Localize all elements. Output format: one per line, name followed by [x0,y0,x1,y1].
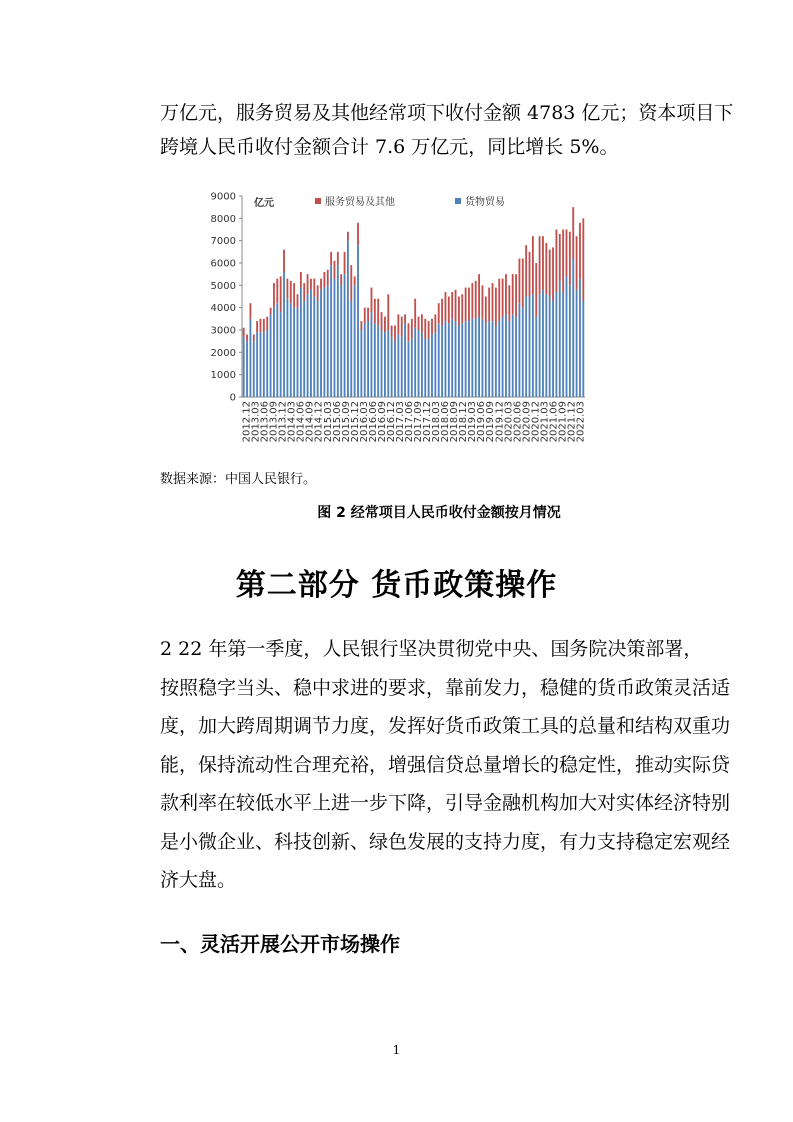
bar-services-trade [286,279,288,299]
x-tick-label: 2018.09 [449,401,461,443]
bar-goods-trade [303,301,305,397]
bar-services-trade [455,290,457,321]
legend-swatch [455,198,461,204]
paragraph-line: 济大盘。 [160,869,237,891]
bar-services-trade [260,319,262,332]
bar-services-trade [357,223,359,245]
y-tick-label: 9000 [210,191,236,203]
bar-services-trade [424,319,426,339]
bar-services-trade [515,274,517,316]
bar-goods-trade [566,276,568,397]
legend-label: 货物贸易 [465,197,505,208]
x-tick-label: 2018.06 [440,401,452,443]
bar-goods-trade [559,281,561,397]
bar-goods-trade [508,321,510,397]
bar-goods-trade [297,308,299,397]
bar-goods-trade [428,339,430,397]
x-tick-label: 2015.06 [331,401,343,443]
bar-goods-trade [532,294,534,397]
bar-services-trade [323,272,325,288]
bar-services-trade [512,274,514,314]
bar-services-trade [347,232,349,241]
paragraph-line: 按照稳字当头、稳中求进的要求，靠前发力，稳健的货币政策灵活适 [160,676,731,699]
bar-services-trade [545,243,547,294]
bar-goods-trade [562,292,564,397]
bar-goods-trade [334,279,336,397]
bar-services-trade [461,294,463,323]
bar-services-trade [317,285,319,301]
part-title: 第二部分 货币政策操作 [235,568,558,603]
bar-goods-trade [300,288,302,397]
paragraph-line: 款利率在较低水平上进一步下降，引导金融机构加大对实体经济特别 [160,792,731,814]
x-tick-label: 2018.12 [458,401,470,443]
bar-services-trade [488,288,490,322]
bar-goods-trade [539,294,541,397]
paragraph-line: 度，加大跨周期调节力度，发挥好货币政策工具的总量和结构双重功 [160,715,731,737]
bar-goods-trade [569,285,571,397]
y-tick-label: 6000 [210,258,236,270]
x-tick-label: 2022.03 [575,401,587,443]
bar-services-trade [529,252,531,297]
bar-services-trade [276,279,278,304]
bar-services-trade [562,230,564,293]
bar-services-trade [283,250,285,272]
bar-goods-trade [441,326,443,397]
bar-goods-trade [249,319,251,397]
bar-goods-trade [293,308,295,397]
x-tick-label: 2014.12 [313,401,325,443]
x-tick-label: 2013.12 [277,401,289,443]
bar-goods-trade [552,301,554,397]
figure-caption: 图 2 经常项目人民币收付金额按月情况 [317,505,561,521]
x-tick-label: 2013.06 [259,401,271,443]
x-tick-label: 2013.03 [250,401,262,443]
bar-services-trade [337,252,339,265]
bar-services-trade [307,274,309,294]
y-tick-label: 1000 [210,370,236,382]
x-tick-label: 2014.06 [295,401,307,443]
bar-services-trade [566,230,568,277]
bar-services-trade [354,276,356,285]
bar-services-trade [397,314,399,334]
bar-goods-trade [381,330,383,397]
x-tick-label: 2021.06 [548,401,560,443]
bar-goods-trade [276,303,278,397]
bar-services-trade [559,234,561,281]
bar-goods-trade [317,301,319,397]
x-tick-label: 2019.03 [467,401,479,443]
bar-goods-trade [377,326,379,397]
x-tick-label: 2020.12 [530,401,542,443]
bar-services-trade [438,303,440,323]
bar-services-trade [290,281,292,303]
paragraph-line: 跨境人民币收付金额合计 7.6 万亿元，同比增长 5%。 [160,136,619,158]
bar-goods-trade [246,341,248,397]
bar-services-trade [263,319,265,332]
y-tick-label: 8000 [210,213,236,225]
bar-goods-trade [286,299,288,397]
bar-goods-trade [330,265,332,397]
bar-goods-trade [512,314,514,397]
bar-goods-trade [263,332,265,397]
bar-services-trade [350,265,352,301]
current-account-rmb-chart [190,184,600,460]
x-tick-label: 2017.09 [413,401,424,443]
y-tick-label: 5000 [210,280,236,292]
bar-services-trade [555,230,557,293]
bar-goods-trade [253,341,255,397]
bar-goods-trade [367,321,369,397]
x-tick-label: 2016.12 [385,401,397,443]
bar-services-trade [458,297,460,326]
bar-services-trade [428,321,430,339]
bar-services-trade [273,283,275,308]
bar-goods-trade [357,245,359,397]
bar-services-trade [535,263,537,317]
bar-goods-trade [374,323,376,397]
bar-goods-trade [492,321,494,397]
bar-goods-trade [458,326,460,397]
x-tick-label: 2016.06 [367,401,379,443]
bar-services-trade [552,247,554,301]
bar-goods-trade [414,328,416,397]
bar-services-trade [266,317,268,330]
bar-goods-trade [387,330,389,397]
bar-goods-trade [404,323,406,397]
y-tick-label: 3000 [210,325,236,337]
bar-goods-trade [364,323,366,397]
bar-services-trade [293,283,295,308]
bar-services-trade [539,236,541,294]
bar-goods-trade [260,332,262,397]
bar-goods-trade [451,319,453,397]
x-tick-label: 2019.12 [494,401,506,443]
bar-services-trade [300,272,302,288]
bar-services-trade [505,274,507,314]
bar-goods-trade [411,339,413,397]
x-tick-label: 2015.03 [322,401,334,443]
bar-goods-trade [535,317,537,397]
bar-goods-trade [505,314,507,397]
bar-goods-trade [391,337,393,397]
page-number: 1 [392,1043,401,1057]
bar-services-trade [371,288,373,313]
bar-services-trade [401,317,403,337]
bar-goods-trade [525,297,527,398]
bar-services-trade [344,252,346,274]
chart-svg [190,184,600,460]
bar-goods-trade [478,317,480,397]
bar-services-trade [421,314,423,332]
x-tick-label: 2021.03 [539,401,551,443]
y-tick-label: 4000 [210,303,236,315]
section-heading: 一、灵活开展公开市场操作 [160,932,400,956]
bar-goods-trade [576,290,578,397]
bar-services-trade [448,297,450,324]
bar-goods-trade [290,303,292,397]
bar-services-trade [569,232,571,286]
x-tick-label: 2015.09 [340,401,352,443]
bar-services-trade [434,314,436,332]
bar-goods-trade [310,290,312,397]
bar-services-trade [330,252,332,265]
bar-goods-trade [350,301,352,397]
x-tick-label: 2018.03 [431,401,443,443]
x-tick-label: 2017.12 [422,401,433,443]
bar-goods-trade [347,241,349,397]
bar-goods-trade [273,308,275,397]
bar-goods-trade [431,334,433,397]
bar-goods-trade [418,330,420,397]
bar-services-trade [492,283,494,321]
bar-services-trade [475,281,477,319]
bar-services-trade [313,279,315,297]
bar-goods-trade [424,339,426,397]
bar-services-trade [478,274,480,316]
bar-goods-trade [579,279,581,397]
bar-goods-trade [256,332,258,397]
legend-label: 服务贸易及其他 [325,197,395,208]
y-tick-label: 2000 [210,347,236,359]
legend-swatch [315,198,321,204]
bar-goods-trade [438,323,440,397]
bar-services-trade [367,308,369,321]
bar-goods-trade [455,321,457,397]
bar-services-trade [468,288,470,322]
bar-services-trade [525,245,527,296]
bar-goods-trade [465,321,467,397]
bar-services-trade [465,288,467,322]
bar-services-trade [334,261,336,279]
data-source-note: 数据来源：中国人民银行。 [160,472,317,487]
bar-services-trade [364,308,366,324]
bar-goods-trade [468,321,470,397]
bar-goods-trade [542,290,544,397]
bar-services-trade [418,317,420,330]
bar-goods-trade [384,332,386,397]
bar-goods-trade [371,312,373,397]
bar-services-trade [572,207,574,258]
paragraph-line: 能，保持流动性合理充裕，增强信贷总量增长的稳定性，推动实际贷 [160,753,731,776]
bar-goods-trade [408,341,410,397]
bar-goods-trade [421,332,423,397]
bar-goods-trade [572,259,574,397]
bar-services-trade [360,321,362,330]
bar-goods-trade [475,319,477,397]
y-tick-label: 0 [229,392,236,404]
x-tick-label: 2020.06 [512,401,524,443]
bar-services-trade [249,303,251,319]
bar-services-trade [414,299,416,328]
bar-goods-trade [549,297,551,398]
x-tick-label: 2014.03 [286,401,298,443]
bar-goods-trade [555,292,557,397]
bar-goods-trade [515,317,517,397]
bar-goods-trade [270,314,272,397]
bar-goods-trade [529,297,531,398]
bar-services-trade [387,294,389,330]
bar-services-trade [482,285,484,319]
bar-services-trade [549,250,551,297]
bar-goods-trade [461,323,463,397]
bar-goods-trade [320,290,322,397]
bar-services-trade [508,285,510,321]
bar-goods-trade [498,321,500,397]
bar-services-trade [431,319,433,335]
bar-services-trade [384,317,386,333]
x-tick-label: 2013.09 [268,401,280,443]
bar-services-trade [542,236,544,290]
bar-services-trade [451,292,453,319]
x-tick-label: 2015.12 [349,401,361,443]
bar-goods-trade [337,265,339,397]
bar-services-trade [280,276,282,312]
bar-services-trade [394,326,396,342]
bar-services-trade [374,299,376,324]
bar-services-trade [576,236,578,290]
bar-services-trade [320,279,322,290]
bar-services-trade [391,326,393,337]
bar-services-trade [253,334,255,341]
bar-services-trade [532,236,534,294]
bar-services-trade [408,323,410,341]
paragraph-line: 2 22 年第一季度，人民银行坚决贯彻党中央、国务院决策部署， [160,638,703,660]
bar-services-trade [297,294,299,307]
intro-paragraph [160,96,734,164]
bar-services-trade [441,299,443,326]
bar-goods-trade [582,301,584,397]
bar-services-trade [485,297,487,324]
bar-services-trade [519,259,521,304]
x-tick-label: 2021.09 [557,401,569,443]
paragraph-line: 是小微企业、科技创新、绿色发展的支持力度，有力支持稳定宏观经 [160,830,731,853]
bar-goods-trade [471,319,473,397]
bar-goods-trade [360,330,362,397]
bar-goods-trade [394,341,396,397]
bar-goods-trade [283,272,285,397]
x-tick-label: 2017.06 [404,401,415,443]
bar-services-trade [411,319,413,339]
bar-goods-trade [340,285,342,397]
bar-services-trade [582,218,584,301]
bar-goods-trade [323,288,325,397]
bar-services-trade [310,279,312,290]
y-tick-label: 7000 [210,236,236,248]
bar-goods-trade [307,294,309,397]
bar-services-trade [340,274,342,285]
x-tick-label: 2014.09 [304,401,316,443]
bar-services-trade [381,312,383,330]
bar-goods-trade [495,326,497,397]
body-paragraph [160,630,731,900]
bar-services-trade [445,292,447,321]
bar-services-trade [377,299,379,326]
bar-goods-trade [401,337,403,397]
bar-goods-trade [522,308,524,397]
bar-goods-trade [448,323,450,397]
paragraph-line: 万亿元，服务贸易及其他经常项下收付金额 4783 亿元；资本项目下 [160,102,734,124]
bar-goods-trade [313,297,315,398]
bar-services-trade [522,259,524,308]
bar-goods-trade [488,321,490,397]
y-axis-label: 亿元 [254,198,274,209]
bar-services-trade [502,279,504,317]
x-tick-label: 2019.06 [476,401,488,443]
bar-goods-trade [445,321,447,397]
bar-goods-trade [485,323,487,397]
bar-goods-trade [397,334,399,397]
bar-goods-trade [327,285,329,397]
x-tick-label: 2016.03 [358,401,370,443]
bar-services-trade [270,308,272,315]
bar-services-trade [256,321,258,332]
bar-services-trade [498,279,500,321]
bar-services-trade [471,283,473,319]
bar-goods-trade [280,312,282,397]
bar-goods-trade [354,285,356,397]
bar-goods-trade [344,274,346,397]
x-tick-label: 2016.09 [376,401,388,443]
x-tick-label: 2019.09 [485,401,497,443]
bar-services-trade [495,288,497,326]
bar-goods-trade [434,332,436,397]
bar-goods-trade [482,319,484,397]
bar-services-trade [243,328,245,337]
x-tick-label: 2021.12 [566,401,578,443]
bar-services-trade [404,314,406,323]
x-tick-label: 2020.03 [503,401,515,443]
x-tick-label: 2012.12 [241,401,253,443]
bar-goods-trade [545,294,547,397]
bar-services-trade [303,283,305,301]
bar-goods-trade [266,330,268,397]
bar-goods-trade [519,303,521,397]
bar-goods-trade [502,317,504,397]
bar-goods-trade [243,337,245,397]
bar-services-trade [579,223,581,279]
x-tick-label: 2017.03 [395,401,406,443]
bar-services-trade [246,334,248,341]
x-tick-label: 2020.09 [521,401,533,443]
bar-services-trade [327,270,329,286]
